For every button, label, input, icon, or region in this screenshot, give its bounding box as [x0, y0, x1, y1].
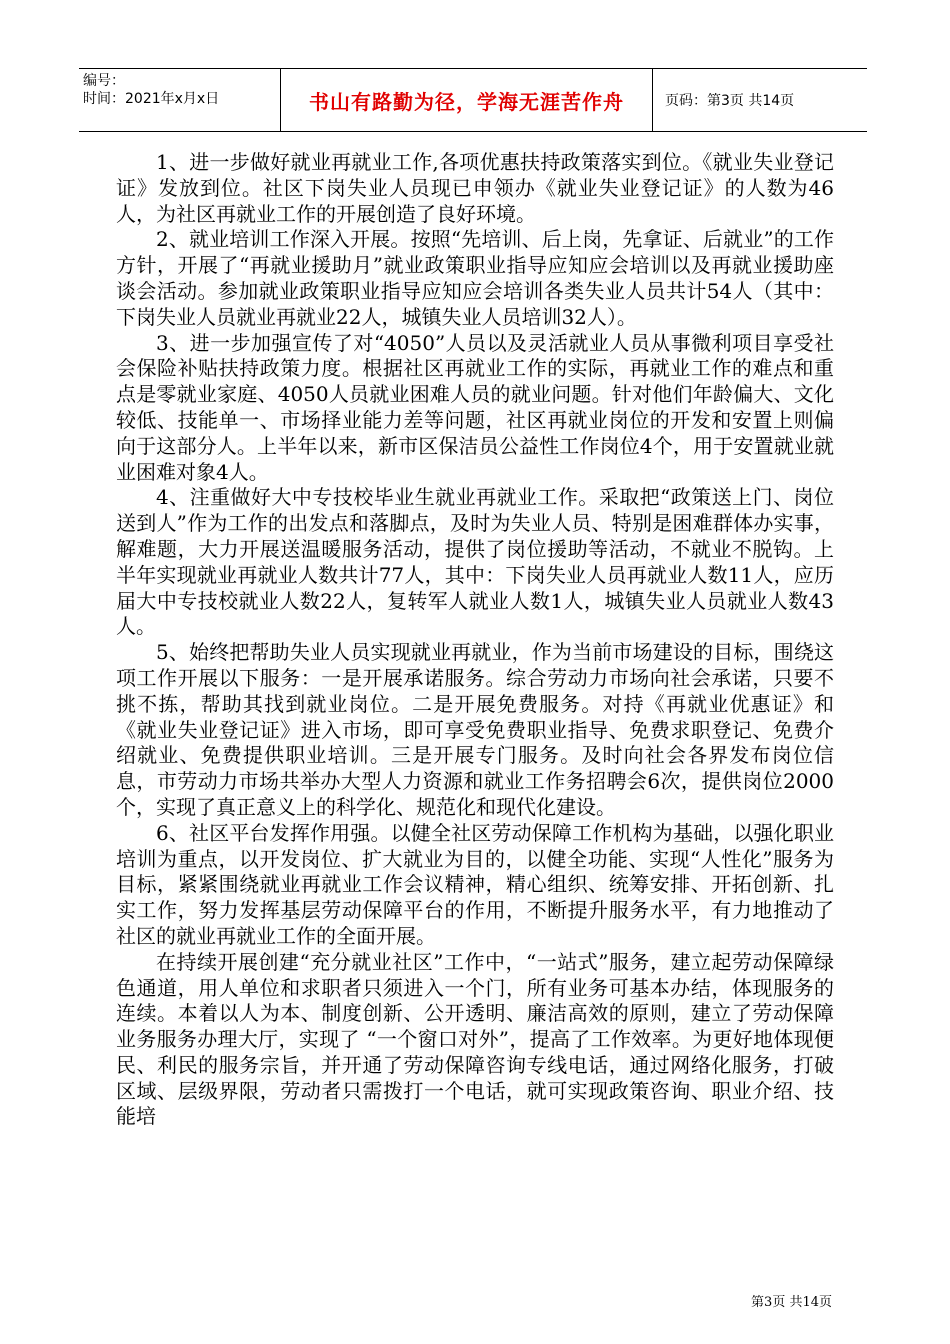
paragraph: 6、社区平台发挥作用强。以健全社区劳动保障工作机构为基础，以强化职业培训为重点，以开发岗位、扩大就业为目的，以健全功能、实现“人性化”服务为目标，紧紧围绕就业再就业工作会议精神，精心组织、统筹安排、开拓创新、扎实工作，努力发挥基层劳动保障平台的作用，不断提升服务水平，有力地推动了社区的就业再就业工作的全面开展。	[116, 820, 834, 948]
document-number-label: 编号：	[83, 73, 125, 89]
paragraph: 3、进一步加强宣传了对“4050”人员以及灵活就业人员从事微利项目享受社会保险补贴扶持政策力度。根据社区再就业工作的实际，再就业工作的难点和重点是零就业家庭、4050人员就业困难人员的就业问题。针对他们年龄偏大、文化较低、技能单一、市场择业能力差等问题，社区再就业岗位的开发和安置上则偏向于这部分人。上半年以来，新市区保洁员公益性工作岗位4个，用于安置就业就业困难对象4人。	[116, 330, 834, 484]
paragraph: 2、就业培训工作深入开展。按照“先培训、后上岗，先拿证、后就业”的工作方针，开展了“再就业援助月”就业政策职业指导应知应会培训以及再就业援助座谈会活动。参加就业政策职业指导应知应会培训各类失业人员共计54人（其中：下岗失业人员就业再就业22人，城镇失业人员培训32人）。	[116, 227, 834, 329]
header-meta	[79, 69, 281, 131]
paragraph: 1、进一步做好就业再就业工作,各项优惠扶持政策落实到位。《就业失业登记证》发放到位。社区下岗失业人员现已申领办《就业失业登记证》的人数为46人，为社区再就业工作的开展创造了良好环境。	[116, 150, 834, 226]
document-body	[116, 150, 834, 1130]
document-date: 时间：2021年x月x日	[83, 91, 220, 107]
header-motto: 书山有路勤为径，学海无涯苦作舟	[281, 69, 653, 131]
page-footer: 第3页 共14页	[751, 1295, 832, 1310]
paragraph: 4、注重做好大中专技校毕业生就业再就业工作。采取把“政策送上门、岗位送到人”作为工作的出发点和落脚点，及时为失业人员、特别是困难群体办实事，解难题，大力开展送温暖服务活动，提供了岗位援助等活动，不就业不脱钩。上半年实现就业再就业人数共计77人，其中：下岗失业人员再就业人数11人，应历届大中专技校就业人数22人，复转军人就业人数1人，城镇失业人员就业人数43人。	[116, 485, 834, 639]
paragraph: 在持续开展创建“充分就业社区”工作中，“一站式”服务，建立起劳动保障绿色通道，用人单位和求职者只须进入一个门，所有业务可基本办结，体现服务的连续。本着以人为本、制度创新、公开透明、廉洁高效的原则，建立了劳动保障业务服务办理大厅，实现了 “一个窗口对外”，提高了工作效率。为更好地体现便民、利民的服务宗旨，并开通了劳动保障咨询专线电话，通过网络化服务，打破区域、层级界限，劳动者只需拨打一个电话，就可实现政策咨询、职业介绍、技能培	[116, 949, 834, 1129]
page-header	[79, 68, 867, 132]
paragraph: 5、始终把帮助失业人员实现就业再就业，作为当前市场建设的目标，围绕这项工作开展以下服务：一是开展承诺服务。综合劳动力市场向社会承诺，只要不挑不拣，帮助其找到就业岗位。二是开展免费服务。对持《再就业优惠证》和《就业失业登记证》进入市场，即可享受免费职业指导、免费求职登记、免费介绍就业、免费提供职业培训。三是开展专门服务。及时向社会各界发布岗位信息，市劳动力市场共举办大型人力资源和就业工作务招聘会6次，提供岗位2000个，实现了真正意义上的科学化、规范化和现代化建设。	[116, 640, 834, 819]
header-page-code: 页码：第3页 共14页	[665, 93, 795, 109]
